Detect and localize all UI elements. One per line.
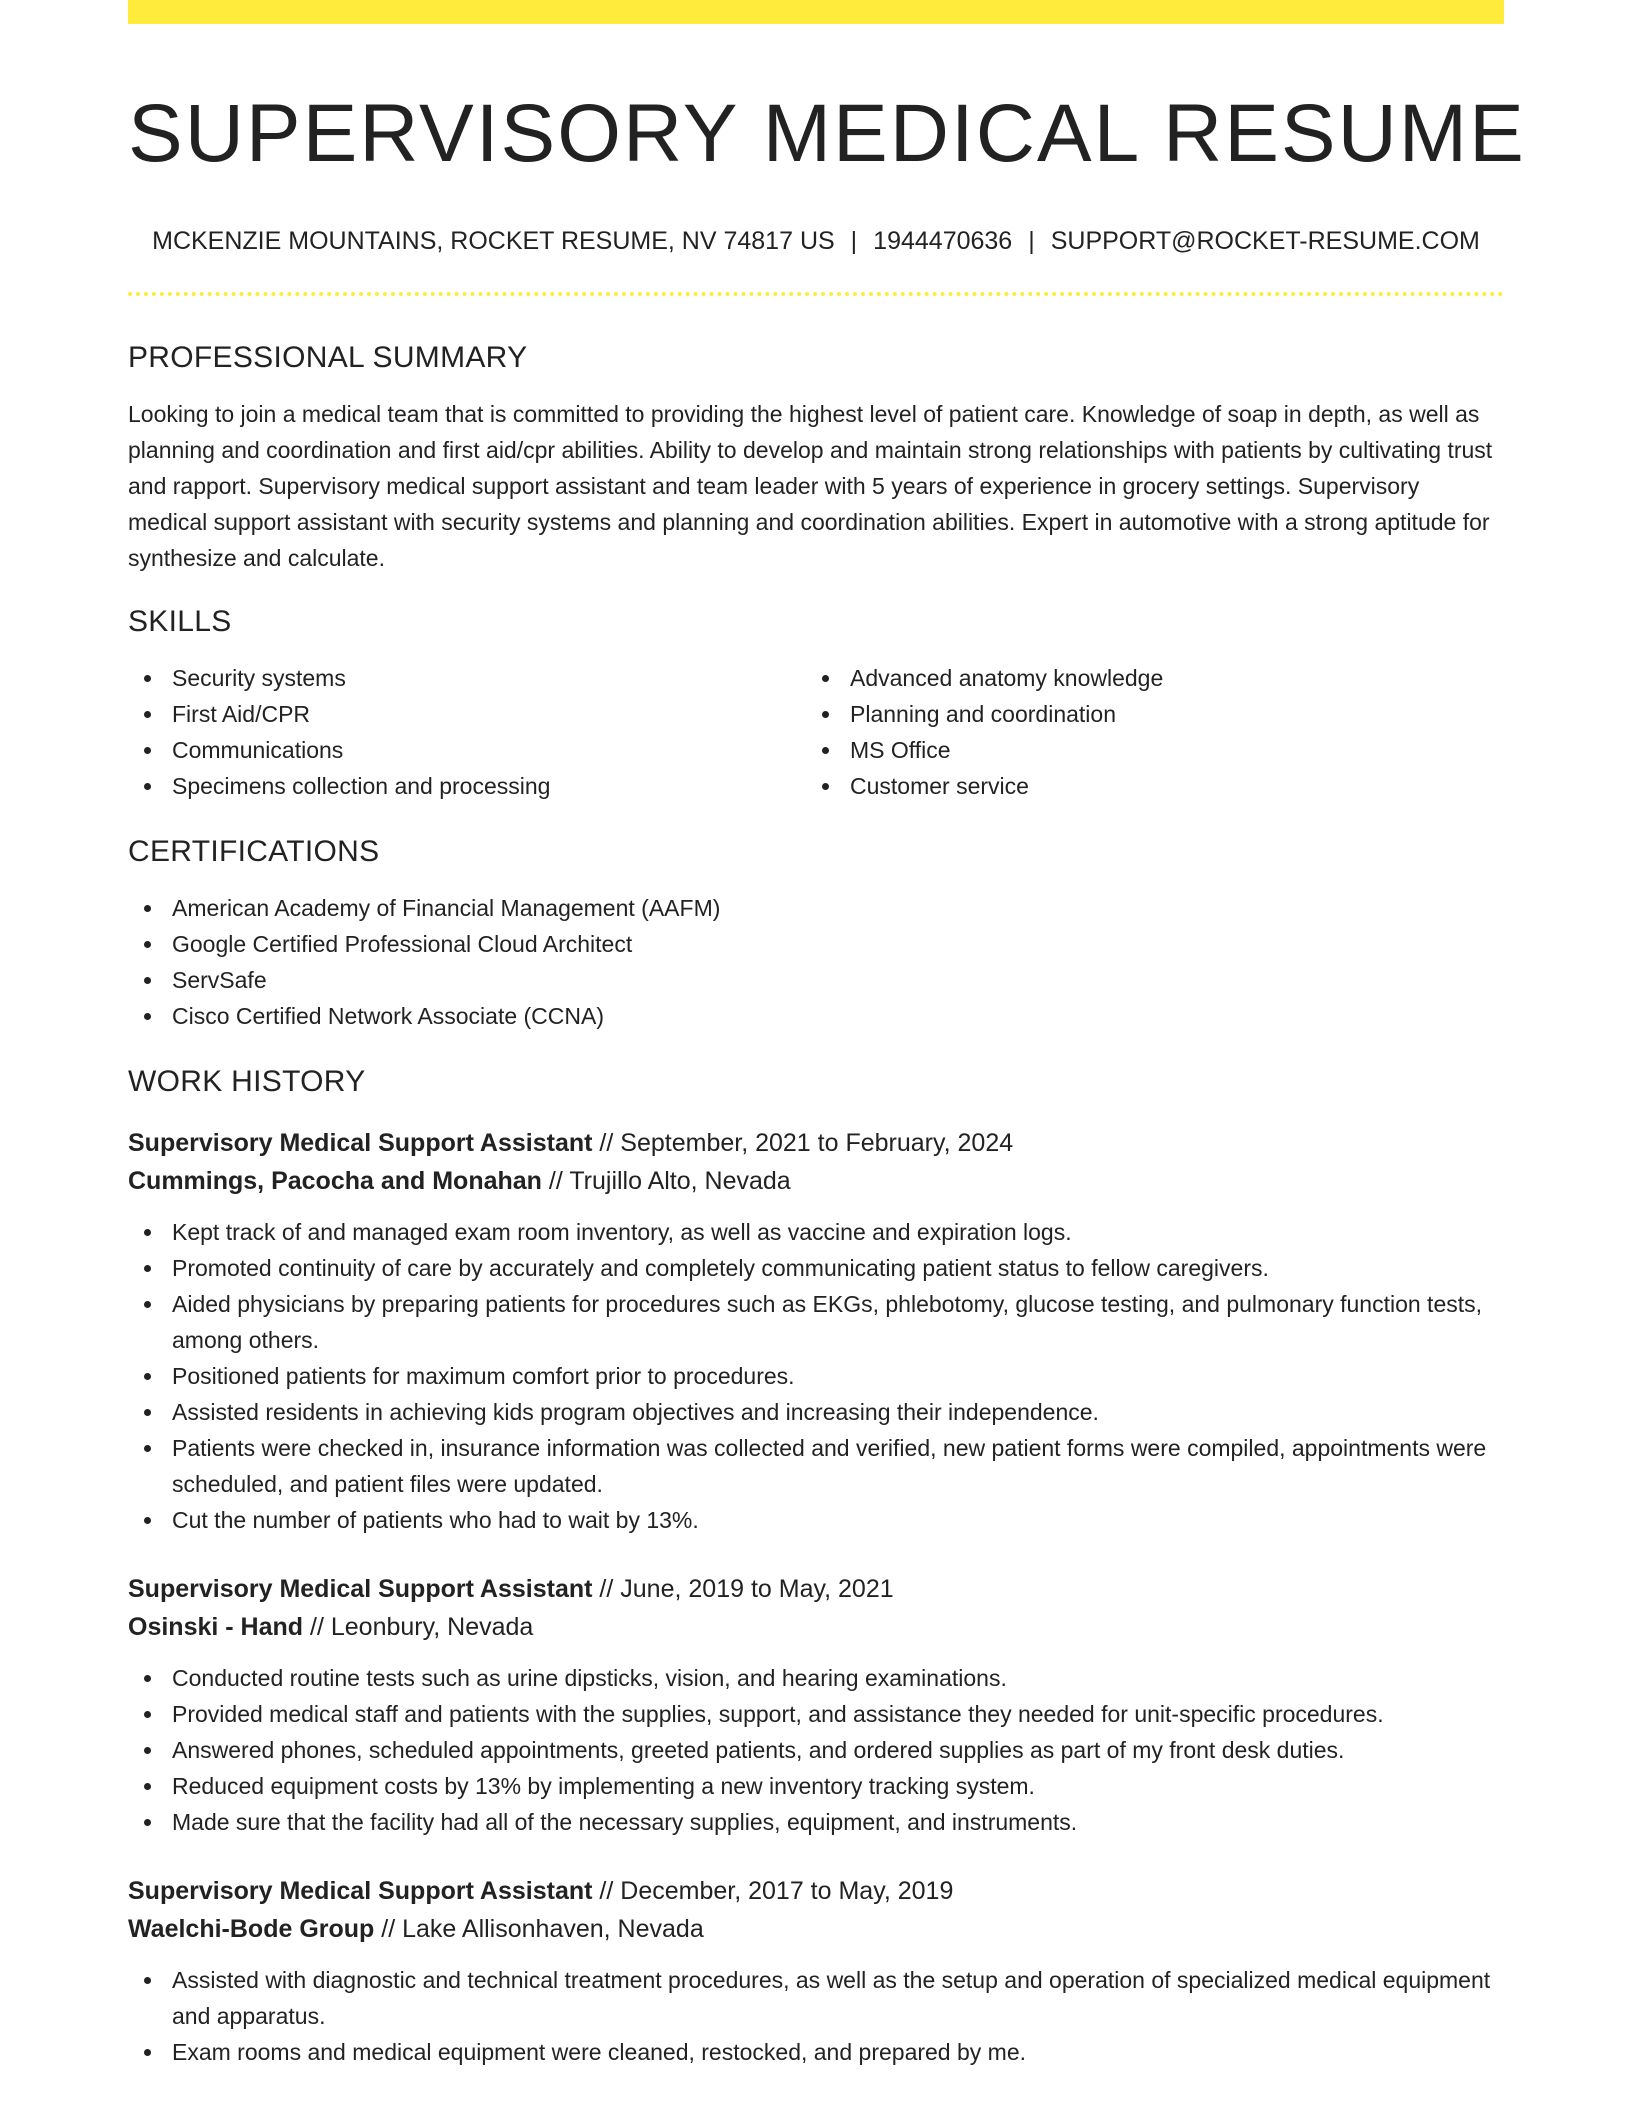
job-entry — [128, 1570, 1504, 1840]
job-bullet: Patients were checked in, insurance information was collected and verified, new patient forms were compiled, appointments were scheduled, and patient files were updated. — [128, 1430, 1504, 1502]
job-title-line — [128, 1872, 1504, 1910]
job-delimiter: // — [599, 1877, 614, 1905]
job-delimiter: // — [548, 1167, 563, 1195]
job-location: Leonbury, Nevada — [330, 1613, 534, 1641]
job-location: Lake Allisonhaven, Nevada — [402, 1915, 704, 1943]
section-heading: WORK HISTORY — [128, 1065, 366, 1098]
skills-section — [128, 602, 1504, 804]
contact-phone: 1944470636 — [873, 227, 1013, 255]
job-bullets — [128, 1214, 1504, 1538]
accent-bar — [128, 0, 1504, 24]
skills-right-column — [806, 660, 1484, 804]
certification-item: Cisco Certified Network Associate (CCNA) — [128, 998, 1504, 1034]
job-bullet: Provided medical staff and patients with the supplies, support, and assistance they needed for unit-specific procedures. — [128, 1696, 1504, 1732]
skill-item: Communications — [128, 732, 806, 768]
contact-email: SUPPORT@ROCKET-RESUME.COM — [1050, 227, 1480, 255]
resume-title: SUPERVISORY MEDICAL RESUME — [128, 88, 1526, 179]
job-bullet: Reduced equipment costs by 13% by implementing a new inventory tracking system. — [128, 1768, 1504, 1804]
skill-item: First Aid/CPR — [128, 696, 806, 732]
section-heading: CERTIFICATIONS — [128, 835, 380, 868]
section-heading: PROFESSIONAL SUMMARY — [128, 341, 528, 374]
job-bullet: Kept track of and managed exam room inventory, as well as vaccine and expiration logs. — [128, 1214, 1504, 1250]
job-company-line — [128, 1162, 1504, 1200]
job-bullets — [128, 1660, 1504, 1840]
skill-item: Planning and coordination — [806, 696, 1484, 732]
skill-item: Security systems — [128, 660, 806, 696]
job-bullet: Answered phones, scheduled appointments, greeted patients, and ordered supplies as part of my front desk duties. — [128, 1732, 1504, 1768]
job-company-line — [128, 1910, 1504, 1948]
job-location: Trujillo Alto, Nevada — [569, 1167, 791, 1195]
job-delimiter: // — [599, 1575, 614, 1603]
job-title: Supervisory Medical Support Assistant — [128, 1575, 593, 1603]
job-title: Supervisory Medical Support Assistant — [128, 1877, 593, 1905]
work-history-section — [128, 1062, 1504, 2070]
skills-left-column — [128, 660, 806, 804]
resume-page — [128, 0, 1526, 2070]
job-bullet: Cut the number of patients who had to wait by 13%. — [128, 1502, 1504, 1538]
job-company: Waelchi-Bode Group — [128, 1915, 375, 1943]
skill-item: Specimens collection and processing — [128, 768, 806, 804]
skill-item: Advanced anatomy knowledge — [806, 660, 1484, 696]
certification-item: American Academy of Financial Management (AAFM) — [128, 890, 1504, 926]
section-heading: SKILLS — [128, 605, 232, 638]
job-bullet: Exam rooms and medical equipment were cleaned, restocked, and prepared by me. — [128, 2034, 1504, 2070]
job-bullet: Assisted with diagnostic and technical treatment procedures, as well as the setup and operation of specialized medical equipment and apparatus. — [128, 1962, 1504, 2034]
job-bullet: Aided physicians by preparing patients for procedures such as EKGs, phlebotomy, glucose testing, and pulmonary function tests, among others. — [128, 1286, 1504, 1358]
summary-text: Looking to join a medical team that is committed to providing the highest level of patient care. Knowledge of soap in depth, as well as planning and coordination and first aid/cpr abilities. Ability to develop and maintain strong relationships with patients by cultivating trust and rapport. Supervisory medical support assistant and team leader with 5 years of experience in grocery settings. Supervisory medical support assistant with security systems and planning and coordination abilities. Expert in automotive with a strong aptitude for synthesize and calculate. — [128, 401, 1493, 571]
professional-summary-section — [128, 338, 1504, 576]
job-delimiter: // — [599, 1129, 614, 1157]
job-entry — [128, 1124, 1504, 1538]
contact-separator: | — [850, 227, 858, 255]
job-dates: September, 2021 to February, 2024 — [620, 1129, 1014, 1157]
job-company: Cummings, Pacocha and Monahan — [128, 1167, 542, 1195]
skill-item: Customer service — [806, 768, 1484, 804]
job-bullet: Assisted residents in achieving kids program objectives and increasing their independence. — [128, 1394, 1504, 1430]
certifications-section — [128, 832, 1504, 1034]
job-title: Supervisory Medical Support Assistant — [128, 1129, 593, 1157]
job-dates: December, 2017 to May, 2019 — [620, 1877, 954, 1905]
job-company-line — [128, 1608, 1504, 1646]
contact-line — [128, 226, 1504, 256]
job-entry — [128, 1872, 1504, 2070]
job-bullets — [128, 1962, 1504, 2070]
job-title-line — [128, 1124, 1504, 1162]
job-bullet: Made sure that the facility had all of the necessary supplies, equipment, and instruments. — [128, 1804, 1504, 1840]
job-delimiter: // — [310, 1613, 324, 1641]
certifications-list — [128, 890, 1504, 1034]
certification-item: Google Certified Professional Cloud Architect — [128, 926, 1504, 962]
job-bullet: Conducted routine tests such as urine dipsticks, vision, and hearing examinations. — [128, 1660, 1504, 1696]
contact-separator: | — [1028, 227, 1035, 255]
job-bullet: Promoted continuity of care by accurately and completely communicating patient status to fellow caregivers. — [128, 1250, 1504, 1286]
certification-item: ServSafe — [128, 962, 1504, 998]
dotted-divider — [128, 292, 1504, 296]
contact-address: MCKENZIE MOUNTAINS, ROCKET RESUME, NV 74817 US — [152, 227, 835, 255]
job-company: Osinski - Hand — [128, 1613, 304, 1641]
job-title-line — [128, 1570, 1504, 1608]
skills-grid — [128, 660, 1504, 804]
job-dates: June, 2019 to May, 2021 — [620, 1575, 894, 1603]
skill-item: MS Office — [806, 732, 1484, 768]
job-bullet: Positioned patients for maximum comfort prior to procedures. — [128, 1358, 1504, 1394]
job-delimiter: // — [381, 1915, 396, 1943]
